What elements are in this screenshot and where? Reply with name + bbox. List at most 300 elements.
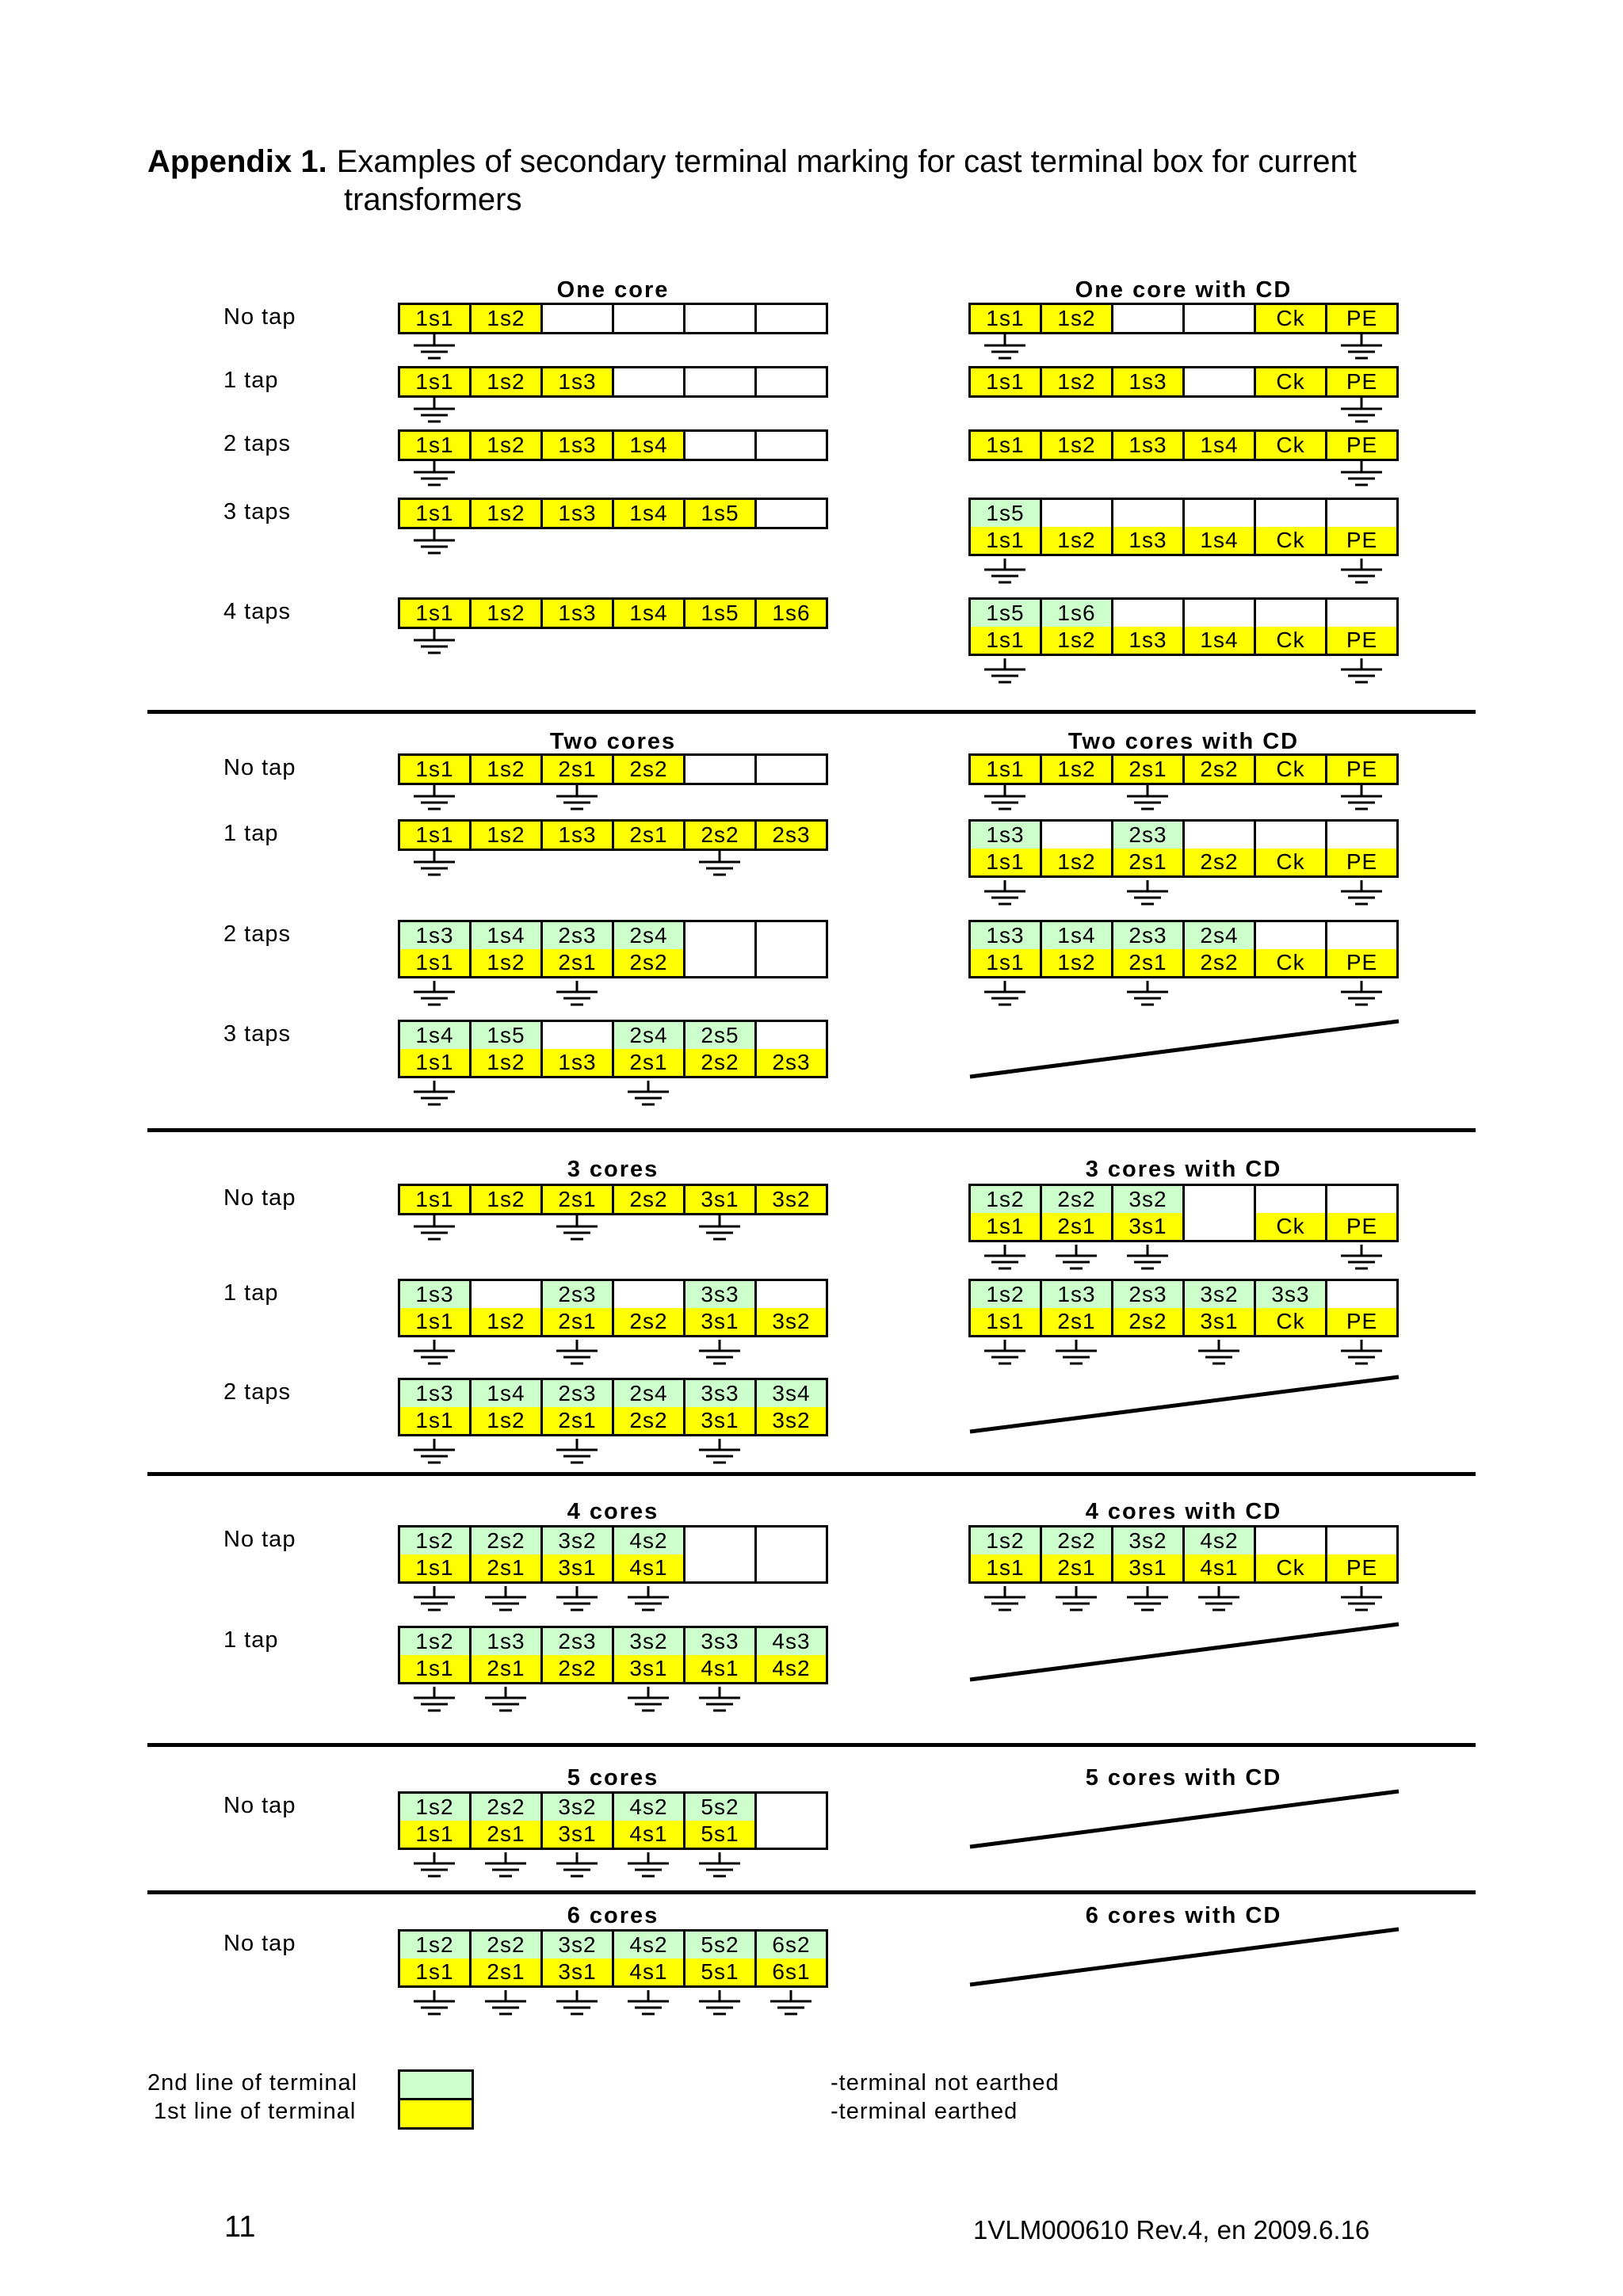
terminal-1s1: 1s1 <box>400 1655 472 1684</box>
terminal-2s1: 2s1 <box>614 1049 685 1078</box>
terminal-1s3: 1s3 <box>543 368 614 398</box>
terminal-2s2: 2s2 <box>614 1308 685 1337</box>
terminal-1s2: 1s2 <box>472 500 543 529</box>
terminal-2s1: 2s1 <box>472 1655 543 1684</box>
right-strip-earth-icon <box>984 334 1025 358</box>
left-strip-earth-icon <box>556 1215 598 1239</box>
terminal-pe: PE <box>1327 432 1399 461</box>
terminal-2s1: 2s1 <box>1113 849 1185 878</box>
terminal-1s3: 1s3 <box>1113 368 1185 398</box>
right-strip-earth-icon <box>1127 880 1168 904</box>
terminal-2s1: 2s1 <box>614 822 685 851</box>
terminal-2s2: 2s2 <box>1042 1186 1113 1215</box>
terminal-2s3: 2s3 <box>1113 822 1185 851</box>
terminal-ck: Ck <box>1256 368 1327 398</box>
tap-label: 1 tap <box>223 368 279 393</box>
left-strip-earth-icon <box>628 1852 669 1876</box>
left-strip-earth-icon <box>414 1586 455 1610</box>
tap-label: 1 tap <box>223 821 279 846</box>
left-strip-earth-icon <box>485 1687 526 1711</box>
not-applicable-slash <box>970 1929 1399 1985</box>
terminal-1s2: 1s2 <box>971 1281 1042 1310</box>
terminal-2s2: 2s2 <box>685 822 757 851</box>
left-strip-earth-icon <box>556 785 598 809</box>
left-strip-earth-icon <box>699 1340 740 1363</box>
terminal-ck: Ck <box>1256 949 1327 978</box>
terminal-1s2: 1s2 <box>472 600 543 629</box>
left-strip-earth-icon <box>414 461 455 485</box>
tap-label: 3 taps <box>223 1021 291 1047</box>
terminal-4s1: 4s1 <box>614 1958 685 1988</box>
terminal-5s1: 5s1 <box>685 1958 757 1988</box>
terminal-1s6: 1s6 <box>1042 600 1113 629</box>
right-strip-earth-icon <box>1198 1340 1239 1363</box>
left-strip-earth-icon <box>628 1081 669 1104</box>
terminal-1s3: 1s3 <box>400 922 472 952</box>
left-strip-earth-icon <box>485 1586 526 1610</box>
left-strip-earth-icon <box>699 1990 740 2014</box>
terminal-5s2: 5s2 <box>685 1794 757 1823</box>
terminal-2s2: 2s2 <box>614 1186 685 1215</box>
terminal-1s1: 1s1 <box>971 527 1042 556</box>
terminal-1s4: 1s4 <box>614 432 685 461</box>
terminal-3s2: 3s2 <box>543 1794 614 1823</box>
right-strip-earth-icon <box>1341 398 1382 421</box>
section-title-with-cd: 3 cores with CD <box>1085 1157 1282 1182</box>
terminal-2s4: 2s4 <box>1185 922 1256 952</box>
tap-label: No tap <box>223 1527 296 1552</box>
terminal-2s3: 2s3 <box>543 922 614 952</box>
terminal-4s1: 4s1 <box>614 1554 685 1584</box>
terminal-ck: Ck <box>1256 527 1327 556</box>
terminal-2s2: 2s2 <box>472 1527 543 1557</box>
tap-label: 3 taps <box>223 499 291 524</box>
terminal-3s1: 3s1 <box>1113 1554 1185 1584</box>
terminal-3s4: 3s4 <box>757 1380 828 1409</box>
terminal-1s1: 1s1 <box>971 949 1042 978</box>
terminal-1s2: 1s2 <box>1042 627 1113 656</box>
left-strip-earth-icon <box>414 529 455 553</box>
left-strip-earth-icon <box>556 1340 598 1363</box>
terminal-5s2: 5s2 <box>685 1932 757 1961</box>
terminal-3s2: 3s2 <box>1113 1527 1185 1557</box>
terminal-1s3: 1s3 <box>543 432 614 461</box>
legend-not-earthed-swatch <box>398 2069 474 2101</box>
tap-label: 2 taps <box>223 431 291 456</box>
terminal-1s1: 1s1 <box>971 756 1042 785</box>
right-strip-earth-icon <box>1341 1245 1382 1268</box>
terminal-3s2: 3s2 <box>614 1628 685 1657</box>
tap-label: No tap <box>223 1931 296 1956</box>
terminal-2s1: 2s1 <box>1113 949 1185 978</box>
terminal-2s2: 2s2 <box>1185 849 1256 878</box>
left-strip-earth-icon <box>699 1215 740 1239</box>
terminal-4s2: 4s2 <box>614 1527 685 1557</box>
terminal-1s1: 1s1 <box>400 1308 472 1337</box>
right-strip-earth-icon <box>1127 981 1168 1005</box>
right-strip-earth-icon <box>984 880 1025 904</box>
terminal-1s1: 1s1 <box>400 600 472 629</box>
section-title: One core <box>556 277 670 303</box>
terminal-pe: PE <box>1327 756 1399 785</box>
terminal-2s1: 2s1 <box>543 1308 614 1337</box>
section-title: 4 cores <box>567 1499 659 1524</box>
left-strip-earth-icon <box>699 1687 740 1711</box>
terminal-2s1: 2s1 <box>472 1958 543 1988</box>
terminal-2s1: 2s1 <box>1042 1308 1113 1337</box>
terminal-4s1: 4s1 <box>685 1655 757 1684</box>
terminal-3s1: 3s1 <box>543 1821 614 1850</box>
section-title-with-cd: 6 cores with CD <box>1085 1903 1282 1928</box>
terminal-1s1: 1s1 <box>400 822 472 851</box>
terminal-3s1: 3s1 <box>1113 1213 1185 1242</box>
tap-label: No tap <box>223 1185 296 1211</box>
terminal-1s1: 1s1 <box>400 1049 472 1078</box>
terminal-1s4: 1s4 <box>1185 627 1256 656</box>
terminal-4s2: 4s2 <box>1185 1527 1256 1557</box>
terminal-1s1: 1s1 <box>971 305 1042 334</box>
right-strip-earth-icon <box>1127 1245 1168 1268</box>
right-strip-earth-icon <box>1127 785 1168 809</box>
terminal-3s2: 3s2 <box>543 1527 614 1557</box>
terminal-pe: PE <box>1327 305 1399 334</box>
terminal-3s2: 3s2 <box>757 1186 828 1215</box>
terminal-1s3: 1s3 <box>1113 527 1185 556</box>
terminal-2s2: 2s2 <box>1042 1527 1113 1557</box>
right-strip-earth-icon <box>984 785 1025 809</box>
terminal-1s5: 1s5 <box>971 600 1042 629</box>
not-applicable-slash <box>970 1021 1399 1077</box>
terminal-2s2: 2s2 <box>1113 1308 1185 1337</box>
terminal-pe: PE <box>1327 1308 1399 1337</box>
legend-earthed-note: -terminal earthed <box>831 2099 1018 2124</box>
legend-earthed-swatch <box>398 2098 474 2130</box>
left-strip-earth-icon <box>414 785 455 809</box>
legend-not-earthed-note: -terminal not earthed <box>831 2070 1060 2096</box>
terminal-2s2: 2s2 <box>472 1932 543 1961</box>
terminal-2s1: 2s1 <box>1113 756 1185 785</box>
terminal-1s2: 1s2 <box>1042 368 1113 398</box>
not-applicable-slash <box>970 1791 1399 1847</box>
legend-first-line-label: 1st line of terminal <box>154 2099 357 2124</box>
terminal-2s1: 2s1 <box>543 949 614 978</box>
terminal-1s4: 1s4 <box>1042 922 1113 952</box>
terminal-1s2: 1s2 <box>472 949 543 978</box>
terminal-2s2: 2s2 <box>1185 949 1256 978</box>
terminal-1s5: 1s5 <box>971 500 1042 529</box>
legend-second-line-label: 2nd line of terminal <box>147 2070 358 2096</box>
terminal-1s2: 1s2 <box>1042 849 1113 878</box>
terminal-1s3: 1s3 <box>400 1281 472 1310</box>
terminal-1s4: 1s4 <box>614 500 685 529</box>
left-strip-earth-icon <box>770 1990 812 2014</box>
right-strip-earth-icon <box>1341 334 1382 358</box>
left-strip-earth-icon <box>485 1852 526 1876</box>
terminal-1s5: 1s5 <box>685 500 757 529</box>
left-strip-earth-icon <box>414 629 455 653</box>
appendix-title-line-2: transformers <box>344 182 522 217</box>
terminal-2s2: 2s2 <box>472 1794 543 1823</box>
terminal-1s2: 1s2 <box>472 368 543 398</box>
terminal-1s2: 1s2 <box>1042 305 1113 334</box>
appendix-number: Appendix 1. <box>147 144 327 179</box>
left-strip-earth-icon <box>699 1852 740 1876</box>
terminal-3s2: 3s2 <box>1113 1186 1185 1215</box>
terminal-2s2: 2s2 <box>614 1407 685 1436</box>
right-strip-earth-icon <box>984 1586 1025 1610</box>
terminal-1s2: 1s2 <box>472 1186 543 1215</box>
right-strip-earth-icon <box>1341 785 1382 809</box>
left-strip-earth-icon <box>414 1990 455 2014</box>
terminal-1s4: 1s4 <box>472 1380 543 1409</box>
terminal-1s1: 1s1 <box>400 368 472 398</box>
terminal-1s5: 1s5 <box>472 1022 543 1051</box>
right-strip-earth-icon <box>984 1340 1025 1363</box>
terminal-1s4: 1s4 <box>614 600 685 629</box>
terminal-4s1: 4s1 <box>1185 1554 1256 1584</box>
terminal-ck: Ck <box>1256 1308 1327 1337</box>
terminal-4s1: 4s1 <box>614 1821 685 1850</box>
right-strip-earth-icon <box>1341 658 1382 682</box>
terminal-1s4: 1s4 <box>472 922 543 952</box>
left-strip-earth-icon <box>699 851 740 875</box>
right-strip-earth-icon <box>984 1245 1025 1268</box>
terminal-2s4: 2s4 <box>614 1380 685 1409</box>
terminal-1s2: 1s2 <box>472 756 543 785</box>
terminal-1s1: 1s1 <box>400 1821 472 1850</box>
tap-label: No tap <box>223 755 296 780</box>
terminal-1s2: 1s2 <box>971 1186 1042 1215</box>
terminal-6s2: 6s2 <box>757 1932 828 1961</box>
left-strip-earth-icon <box>414 334 455 358</box>
terminal-2s2: 2s2 <box>614 756 685 785</box>
terminal-1s3: 1s3 <box>543 600 614 629</box>
terminal-1s1: 1s1 <box>971 627 1042 656</box>
terminal-1s4: 1s4 <box>1185 432 1256 461</box>
terminal-1s3: 1s3 <box>1113 432 1185 461</box>
terminal-ck: Ck <box>1256 627 1327 656</box>
left-strip-earth-icon <box>414 1439 455 1463</box>
left-strip-earth-icon <box>414 1852 455 1876</box>
not-applicable-slash <box>970 1624 1399 1680</box>
terminal-3s1: 3s1 <box>685 1308 757 1337</box>
terminal-2s4: 2s4 <box>614 922 685 952</box>
right-strip-earth-icon <box>1056 1340 1097 1363</box>
section-title: 6 cores <box>567 1903 659 1928</box>
terminal-1s1: 1s1 <box>400 949 472 978</box>
terminal-1s5: 1s5 <box>685 600 757 629</box>
right-strip-earth-icon <box>984 981 1025 1005</box>
terminal-ck: Ck <box>1256 305 1327 334</box>
right-strip-earth-icon <box>1127 1586 1168 1610</box>
terminal-1s3: 1s3 <box>400 1380 472 1409</box>
terminal-3s2: 3s2 <box>757 1407 828 1436</box>
terminal-pe: PE <box>1327 368 1399 398</box>
right-strip-earth-icon <box>1341 1340 1382 1363</box>
terminal-1s2: 1s2 <box>971 1527 1042 1557</box>
terminal-3s3: 3s3 <box>1256 1281 1327 1310</box>
terminal-1s2: 1s2 <box>400 1932 472 1961</box>
terminal-2s3: 2s3 <box>757 822 828 851</box>
terminal-1s1: 1s1 <box>971 1213 1042 1242</box>
section-title: 5 cores <box>567 1765 659 1791</box>
terminal-3s1: 3s1 <box>614 1655 685 1684</box>
terminal-3s3: 3s3 <box>685 1380 757 1409</box>
left-strip-earth-icon <box>485 1990 526 2014</box>
terminal-6s1: 6s1 <box>757 1958 828 1988</box>
terminal-1s1: 1s1 <box>400 1554 472 1584</box>
terminal-2s3: 2s3 <box>543 1628 614 1657</box>
terminal-1s2: 1s2 <box>472 1308 543 1337</box>
terminal-2s2: 2s2 <box>614 949 685 978</box>
tap-label: No tap <box>223 1793 296 1818</box>
left-strip-earth-icon <box>628 1586 669 1610</box>
left-strip-earth-icon <box>414 981 455 1005</box>
terminal-1s1: 1s1 <box>400 500 472 529</box>
left-strip-earth-icon <box>556 1990 598 2014</box>
section-title-with-cd: One core with CD <box>1075 277 1293 303</box>
terminal-2s1: 2s1 <box>472 1821 543 1850</box>
terminal-2s2: 2s2 <box>543 1655 614 1684</box>
terminal-1s6: 1s6 <box>757 600 828 629</box>
terminal-2s1: 2s1 <box>543 756 614 785</box>
terminal-pe: PE <box>1327 1213 1399 1242</box>
terminal-1s1: 1s1 <box>400 305 472 334</box>
terminal-1s2: 1s2 <box>1042 949 1113 978</box>
terminal-1s1: 1s1 <box>400 1958 472 1988</box>
terminal-1s1: 1s1 <box>971 1554 1042 1584</box>
terminal-1s2: 1s2 <box>400 1794 472 1823</box>
right-strip-earth-icon <box>1198 1586 1239 1610</box>
terminal-2s3: 2s3 <box>1113 1281 1185 1310</box>
terminal-pe: PE <box>1327 627 1399 656</box>
left-strip-earth-icon <box>414 1215 455 1239</box>
left-strip-earth-icon <box>699 1439 740 1463</box>
terminal-2s1: 2s1 <box>543 1407 614 1436</box>
right-strip-earth-icon <box>1341 559 1382 582</box>
terminal-1s1: 1s1 <box>400 756 472 785</box>
terminal-1s1: 1s1 <box>971 849 1042 878</box>
terminal-2s1: 2s1 <box>1042 1554 1113 1584</box>
left-strip-earth-icon <box>556 1586 598 1610</box>
terminal-1s3: 1s3 <box>543 822 614 851</box>
terminal-2s2: 2s2 <box>685 1049 757 1078</box>
left-strip-earth-icon <box>556 1852 598 1876</box>
tap-label: No tap <box>223 304 296 330</box>
left-strip-earth-icon <box>414 1081 455 1104</box>
terminal-1s1: 1s1 <box>971 432 1042 461</box>
terminal-3s1: 3s1 <box>543 1554 614 1584</box>
section-title-with-cd: Two cores with CD <box>1067 729 1300 754</box>
terminal-4s2: 4s2 <box>614 1932 685 1961</box>
right-strip-earth-icon <box>984 559 1025 582</box>
left-strip-earth-icon <box>414 1340 455 1363</box>
terminal-1s1: 1s1 <box>400 432 472 461</box>
terminal-1s2: 1s2 <box>472 822 543 851</box>
right-strip-earth-icon <box>1341 880 1382 904</box>
terminal-1s2: 1s2 <box>1042 527 1113 556</box>
tap-label: 4 taps <box>223 599 291 624</box>
terminal-ck: Ck <box>1256 849 1327 878</box>
right-strip-earth-icon <box>984 658 1025 682</box>
terminal-3s2: 3s2 <box>1185 1281 1256 1310</box>
terminal-1s2: 1s2 <box>472 1049 543 1078</box>
terminal-ck: Ck <box>1256 432 1327 461</box>
section-title-with-cd: 4 cores with CD <box>1085 1499 1282 1524</box>
left-strip-earth-icon <box>556 981 598 1005</box>
section-title-with-cd: 5 cores with CD <box>1085 1765 1282 1791</box>
terminal-1s4: 1s4 <box>1185 527 1256 556</box>
terminal-1s2: 1s2 <box>472 1407 543 1436</box>
terminal-1s3: 1s3 <box>971 822 1042 851</box>
terminal-5s1: 5s1 <box>685 1821 757 1850</box>
terminal-pe: PE <box>1327 949 1399 978</box>
terminal-1s1: 1s1 <box>971 368 1042 398</box>
tap-label: 1 tap <box>223 1280 279 1306</box>
terminal-3s1: 3s1 <box>685 1186 757 1215</box>
terminal-1s1: 1s1 <box>400 1407 472 1436</box>
left-strip-earth-icon <box>628 1687 669 1711</box>
terminal-1s3: 1s3 <box>1042 1281 1113 1310</box>
terminal-1s3: 1s3 <box>1113 627 1185 656</box>
terminal-2s3: 2s3 <box>1113 922 1185 952</box>
terminal-2s5: 2s5 <box>685 1022 757 1051</box>
terminal-1s2: 1s2 <box>400 1527 472 1557</box>
tap-label: 2 taps <box>223 1379 291 1405</box>
terminal-pe: PE <box>1327 849 1399 878</box>
terminal-1s3: 1s3 <box>971 922 1042 952</box>
terminal-3s3: 3s3 <box>685 1628 757 1657</box>
section-title: 3 cores <box>567 1157 659 1182</box>
tap-label: 2 taps <box>223 921 291 947</box>
terminal-3s1: 3s1 <box>543 1958 614 1988</box>
tap-label: 1 tap <box>223 1627 279 1653</box>
not-applicable-slash <box>970 1377 1399 1432</box>
terminal-3s2: 3s2 <box>757 1308 828 1337</box>
left-strip-earth-icon <box>556 1439 598 1463</box>
terminal-2s3: 2s3 <box>757 1049 828 1078</box>
terminal-2s1: 2s1 <box>1042 1213 1113 1242</box>
terminal-1s4: 1s4 <box>400 1022 472 1051</box>
right-strip-earth-icon <box>1341 461 1382 485</box>
terminal-pe: PE <box>1327 527 1399 556</box>
terminal-4s2: 4s2 <box>614 1794 685 1823</box>
right-strip-earth-icon <box>1341 981 1382 1005</box>
terminal-1s3: 1s3 <box>543 500 614 529</box>
terminal-2s1: 2s1 <box>543 1186 614 1215</box>
terminal-2s2: 2s2 <box>1185 756 1256 785</box>
terminal-1s1: 1s1 <box>400 1186 472 1215</box>
document-reference: 1VLM000610 Rev.4, en 2009.6.16 <box>973 2215 1370 2245</box>
terminal-ck: Ck <box>1256 1554 1327 1584</box>
terminal-2s3: 2s3 <box>543 1380 614 1409</box>
terminal-4s2: 4s2 <box>757 1655 828 1684</box>
right-strip-earth-icon <box>1056 1245 1097 1268</box>
terminal-1s2: 1s2 <box>472 432 543 461</box>
terminal-4s3: 4s3 <box>757 1628 828 1657</box>
terminal-1s2: 1s2 <box>472 305 543 334</box>
terminal-ck: Ck <box>1256 756 1327 785</box>
terminal-3s2: 3s2 <box>543 1932 614 1961</box>
right-strip-earth-icon <box>1341 1586 1382 1610</box>
section-title: Two cores <box>549 729 677 754</box>
terminal-3s3: 3s3 <box>685 1281 757 1310</box>
terminal-pe: PE <box>1327 1554 1399 1584</box>
left-strip-earth-icon <box>414 851 455 875</box>
terminal-3s1: 3s1 <box>685 1407 757 1436</box>
left-strip-earth-icon <box>414 398 455 421</box>
terminal-1s1: 1s1 <box>971 1308 1042 1337</box>
